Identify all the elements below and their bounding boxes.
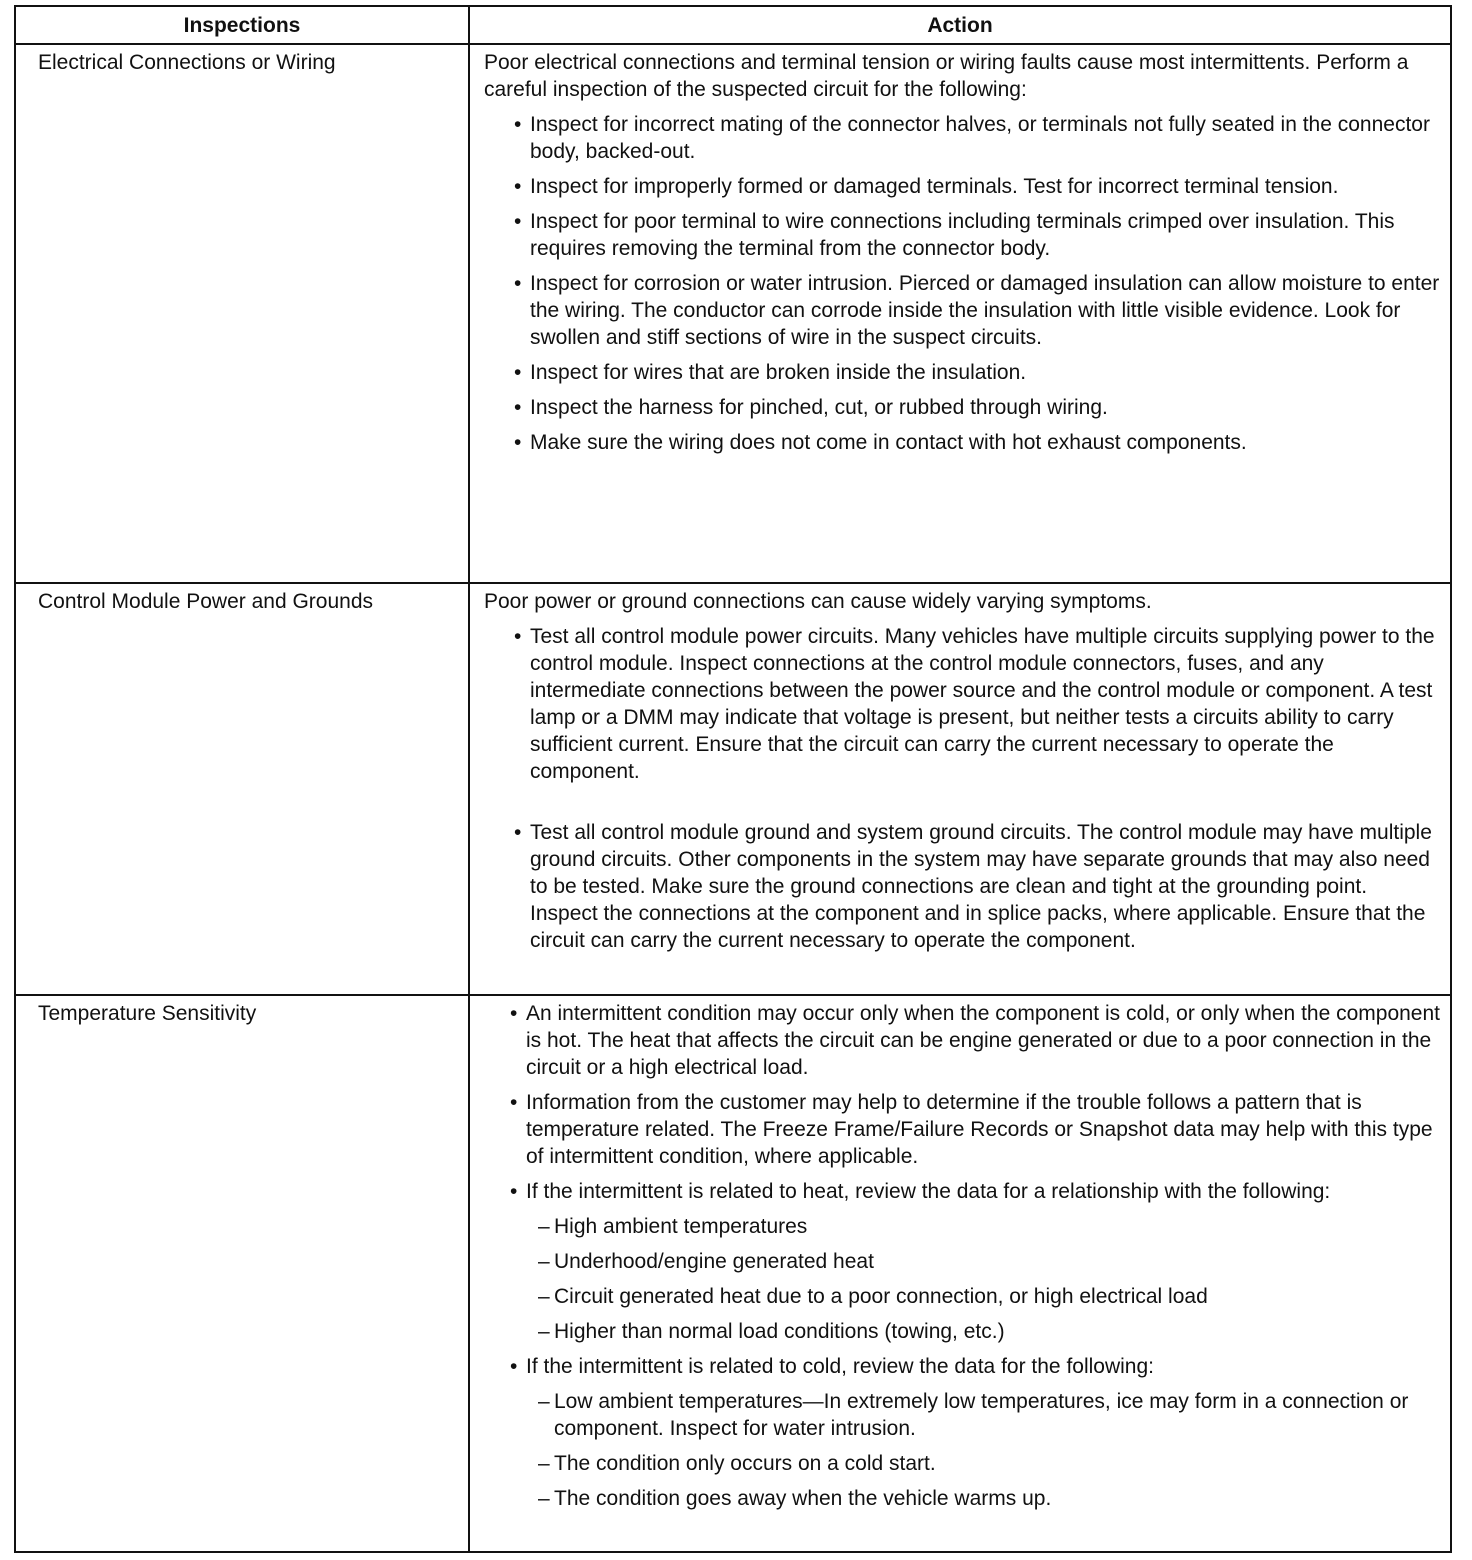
sub-item: – High ambient temperatures (538, 1215, 808, 1238)
table-row (15, 44, 1451, 583)
sub-item: – Underhood/engine generated heat (538, 1250, 874, 1273)
list-item: • Inspect the harness for pinched, cut, or rubbed through wiring. (514, 396, 1108, 419)
list-item: • An intermittent condition may occur only when the component is cold, or only when the component is hot. The heat that affects the circuit can be engine generated or due to a poor connection in the circuit or a high electrical load. (510, 1002, 1441, 1079)
cold-sublist (526, 1388, 1440, 1512)
table-row (15, 995, 1451, 1552)
sub-item: – Higher than normal load conditions (towing, etc.) (538, 1320, 1005, 1343)
action-cell (469, 995, 1451, 1552)
list-item: • Test all control module ground and system ground circuits. The control module may have multiple ground circuits. Other components in the system may have separate grounds that may also need to be tested. Make sure the ground connections are clean and tight at the grounding point. Inspect the connections at the component and in splice packs, where applicable. Ensure that the circuit can carry the current necessary to operate the component. (514, 821, 1432, 952)
list-item: • Information from the customer may help to determine if the trouble follows a pattern that is temperature related. The Freeze Frame/Failure Records or Snapshot data may help with this type of intermittent condition, where applicable. (510, 1091, 1433, 1168)
list-item: • Inspect for corrosion or water intrusion. Pierced or damaged insulation can allow moisture to enter the wiring. The conductor can corrode inside the insulation with little visible evidence. Look for swollen and stiff sections of wire in the suspect circuits. (514, 272, 1440, 349)
sub-item: – The condition only occurs on a cold start. (538, 1452, 936, 1475)
list-item: • Make sure the wiring does not come in contact with hot exhaust components. (514, 431, 1247, 454)
header-row (15, 6, 1451, 44)
inspection-cell: Electrical Connections or Wiring (15, 44, 469, 583)
action-cell (469, 583, 1451, 995)
inspection-table (14, 5, 1452, 1553)
action-intro: Poor electrical connections and terminal tension or wiring faults cause most intermittents. Perform a careful inspection of the suspected circuit for the following: (484, 51, 1409, 101)
action-intro: Poor power or ground connections can cause widely varying symptoms. (484, 590, 1152, 613)
list-item: • Test all control module power circuits. Many vehicles have multiple circuits supplying power to the control module. Inspect connections at the control module connectors, fuses, and any intermediate connections between the power source and the control module or component. A test lamp or a DMM may indicate that voltage is present, but neither tests a circuits ability to carry sufficient current. Ensure that the circuit can carry the current necessary to operate the component. (514, 625, 1435, 783)
list-item: • Inspect for wires that are broken inside the insulation. (514, 361, 1027, 384)
bullet-list (484, 1000, 1440, 1512)
header-action: Action (469, 6, 1451, 44)
sub-item: – The condition goes away when the vehicle warms up. (538, 1487, 1052, 1510)
table-row (15, 583, 1451, 995)
heat-sublist (526, 1213, 1440, 1345)
list-item: • Inspect for incorrect mating of the connector halves, or terminals not fully seated in the connector body, backed-out. (514, 113, 1430, 163)
inspection-cell: Temperature Sensitivity (15, 995, 469, 1552)
list-item: • Inspect for poor terminal to wire connections including terminals crimped over insulation. This requires removing the terminal from the connector body. (514, 210, 1395, 260)
sub-item: – Circuit generated heat due to a poor connection, or high electrical load (538, 1285, 1208, 1308)
list-item: • If the intermittent is related to heat, review the data for a relationship with the following: – High ambient temperatures – Underhood/engine generated heat – Circuit generated heat due to a poor connection, or high electrical load – Higher than normal load conditions (towing, etc.) (510, 1178, 1440, 1345)
list-item: • If the intermittent is related to cold, review the data for the following: – Low ambient temperatures—In extremely low temperatures, ice may form in a connection or component. Inspect for water intrusion. – The condition only occurs on a cold start. – The condition goes away when the vehicle warms up. (510, 1353, 1440, 1512)
bullet-list (484, 111, 1440, 456)
list-item: • Inspect for improperly formed or damaged terminals. Test for incorrect terminal tension. (514, 175, 1339, 198)
bullet-list (484, 623, 1440, 954)
header-inspections: Inspections (15, 6, 469, 44)
action-cell (469, 44, 1451, 583)
inspection-cell: Control Module Power and Grounds (15, 583, 469, 995)
sub-item: – Low ambient temperatures—In extremely low temperatures, ice may form in a connection or component. Inspect for water intrusion. (538, 1390, 1409, 1440)
